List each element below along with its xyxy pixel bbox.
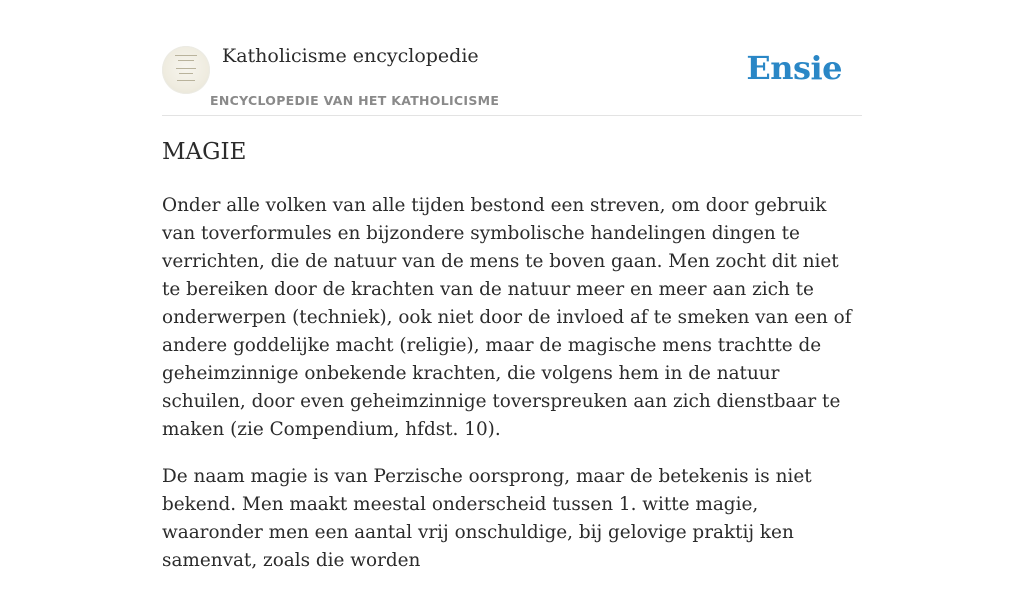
article-body [162, 192, 862, 594]
content-container [162, 0, 862, 571]
site-header [162, 0, 862, 116]
site-title[interactable]: Katholicisme encyclopedie [222, 45, 479, 67]
site-subtitle: ENCYCLOPEDIE VAN HET KATHOLICISME [210, 93, 500, 108]
article-paragraph: Onder alle volken van alle tijden bestond een streven, om door gebruik van toverformules en bijzondere symbolische handelingen dingen te verrichten, die de natuur van de mens te boven gaan. Men zocht dit niet te bereiken door de krachten van de natuur meer en meer aan zich te onderwerpen (techniek), ook niet door de invloed af te smeken van een of andere goddelijke macht (religie), maar de magische mens trachtte de geheimzinnige onbekende krachten, die volgens hem in de natuur schuilen, door even geheimzinnige toverspreuken aan zich dienstbaar te maken (zie Compendium, hfdst. 10). [162, 195, 852, 440]
article-paragraph: De naam magie is van Perzische oorsprong, maar de betekenis is niet bekend. Men maakt meestal onderscheid tussen 1. witte magie, waaronder men een aantal vrij onschuldige, bij gelovige praktij ken samenvat, zoals die worden [162, 466, 812, 571]
article-title: MAGIE [162, 139, 247, 165]
brand-logo[interactable]: Ensie [746, 49, 842, 87]
encyclopedia-logo[interactable] [162, 46, 210, 94]
